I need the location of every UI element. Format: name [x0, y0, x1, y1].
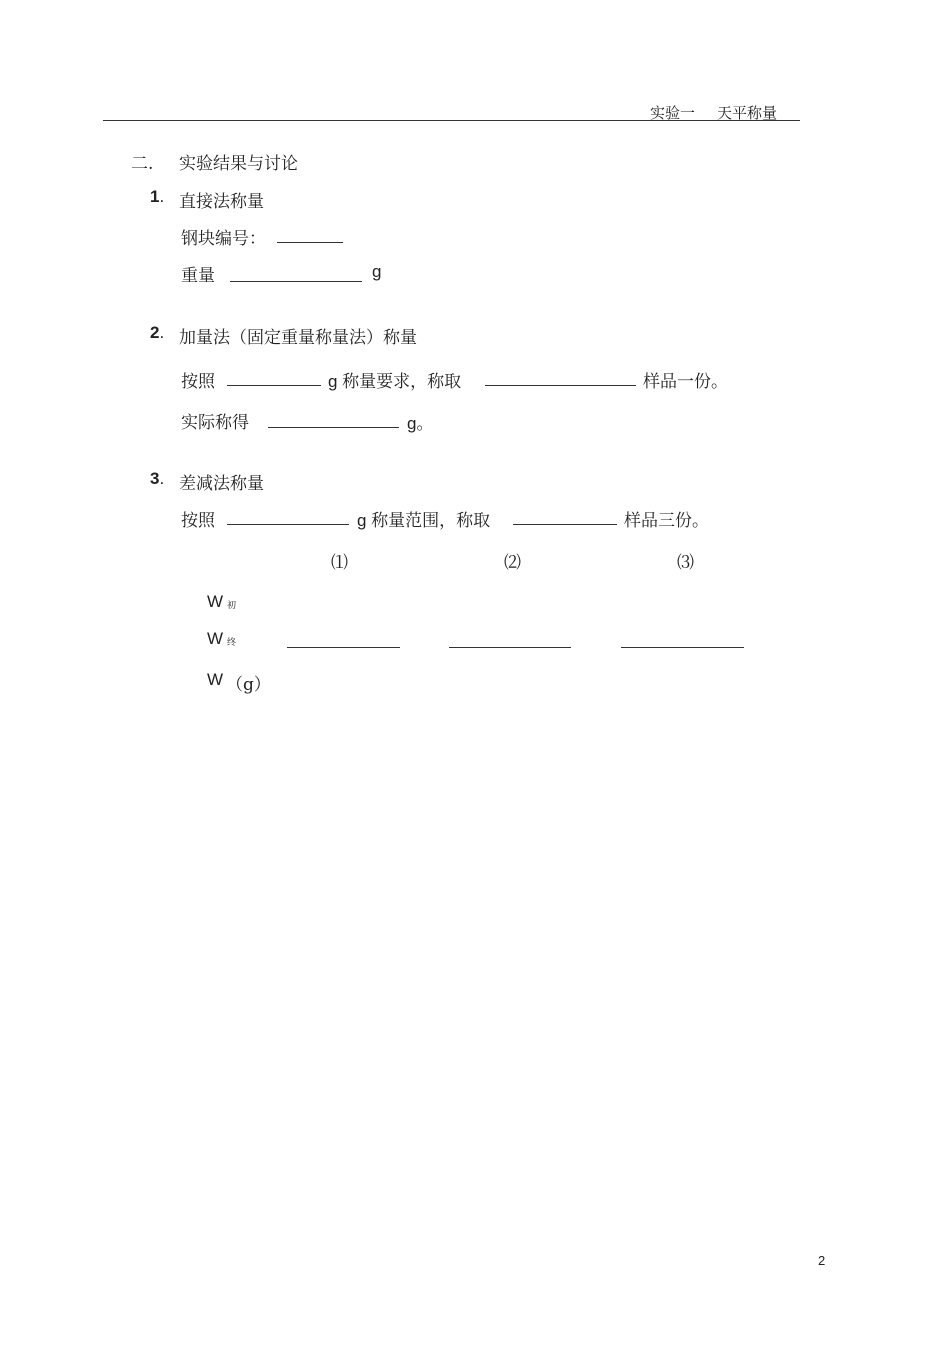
row-w-final-blank-2[interactable] [449, 647, 571, 648]
column-heading-2: ⑵ [504, 553, 521, 573]
weight-blank[interactable] [230, 281, 362, 282]
column-heading-3: ⑶ [677, 553, 694, 573]
row-w-final-blank-1[interactable] [287, 647, 400, 648]
part1-number: 1. [150, 187, 165, 206]
row-w-final-subscript: 终 [227, 638, 237, 648]
part3-title: 差减法称量 [179, 474, 264, 494]
part3-number: 3. [150, 469, 165, 488]
part3-range-blank[interactable] [227, 524, 349, 525]
part2-number: 2. [150, 323, 165, 342]
part3-line1-prefix: 按照 [181, 511, 215, 531]
weight-unit: g [372, 262, 382, 281]
section-number: 二. [131, 154, 154, 174]
row-w-initial-subscript: 初 [227, 601, 237, 611]
header-title: 天平称量 [717, 104, 778, 122]
page-number: 2 [818, 1253, 826, 1268]
block-number-blank[interactable] [277, 242, 343, 243]
part2-actual-weight-blank[interactable] [268, 427, 399, 428]
part1-title: 直接法称量 [179, 192, 264, 212]
weight-label: 重量 [181, 266, 215, 286]
row-w-final-blank-3[interactable] [621, 647, 744, 648]
header-rule [103, 120, 800, 121]
block-number-label: 钢块编号： [181, 229, 266, 249]
row-w-mass-symbol: W [207, 670, 224, 689]
section-title: 实验结果与讨论 [179, 154, 298, 174]
row-w-mass-unit: （g） [226, 675, 271, 695]
part2-line2-suffix: g。 [407, 414, 434, 433]
part3-sample-blank[interactable] [513, 524, 617, 525]
part3-line1-suffix: 样品三份。 [624, 511, 709, 531]
part2-target-weight-blank[interactable] [227, 385, 321, 386]
row-w-final-symbol: W [207, 629, 224, 648]
part2-line1-prefix: 按照 [181, 372, 215, 392]
part2-title: 加量法（固定重量称量法）称量 [179, 328, 417, 348]
part2-sample-blank[interactable] [485, 385, 636, 386]
header-chapter: 实验一 [650, 104, 696, 122]
part3-line1-mid: g 称量范围，称取 [357, 511, 491, 530]
part2-line1-suffix: 样品一份。 [643, 372, 728, 392]
row-w-initial-symbol: W [207, 592, 224, 611]
part2-line2-prefix: 实际称得 [181, 413, 249, 433]
column-heading-1: ⑴ [331, 553, 348, 573]
part2-line1-mid: g 称量要求，称取 [328, 372, 462, 391]
